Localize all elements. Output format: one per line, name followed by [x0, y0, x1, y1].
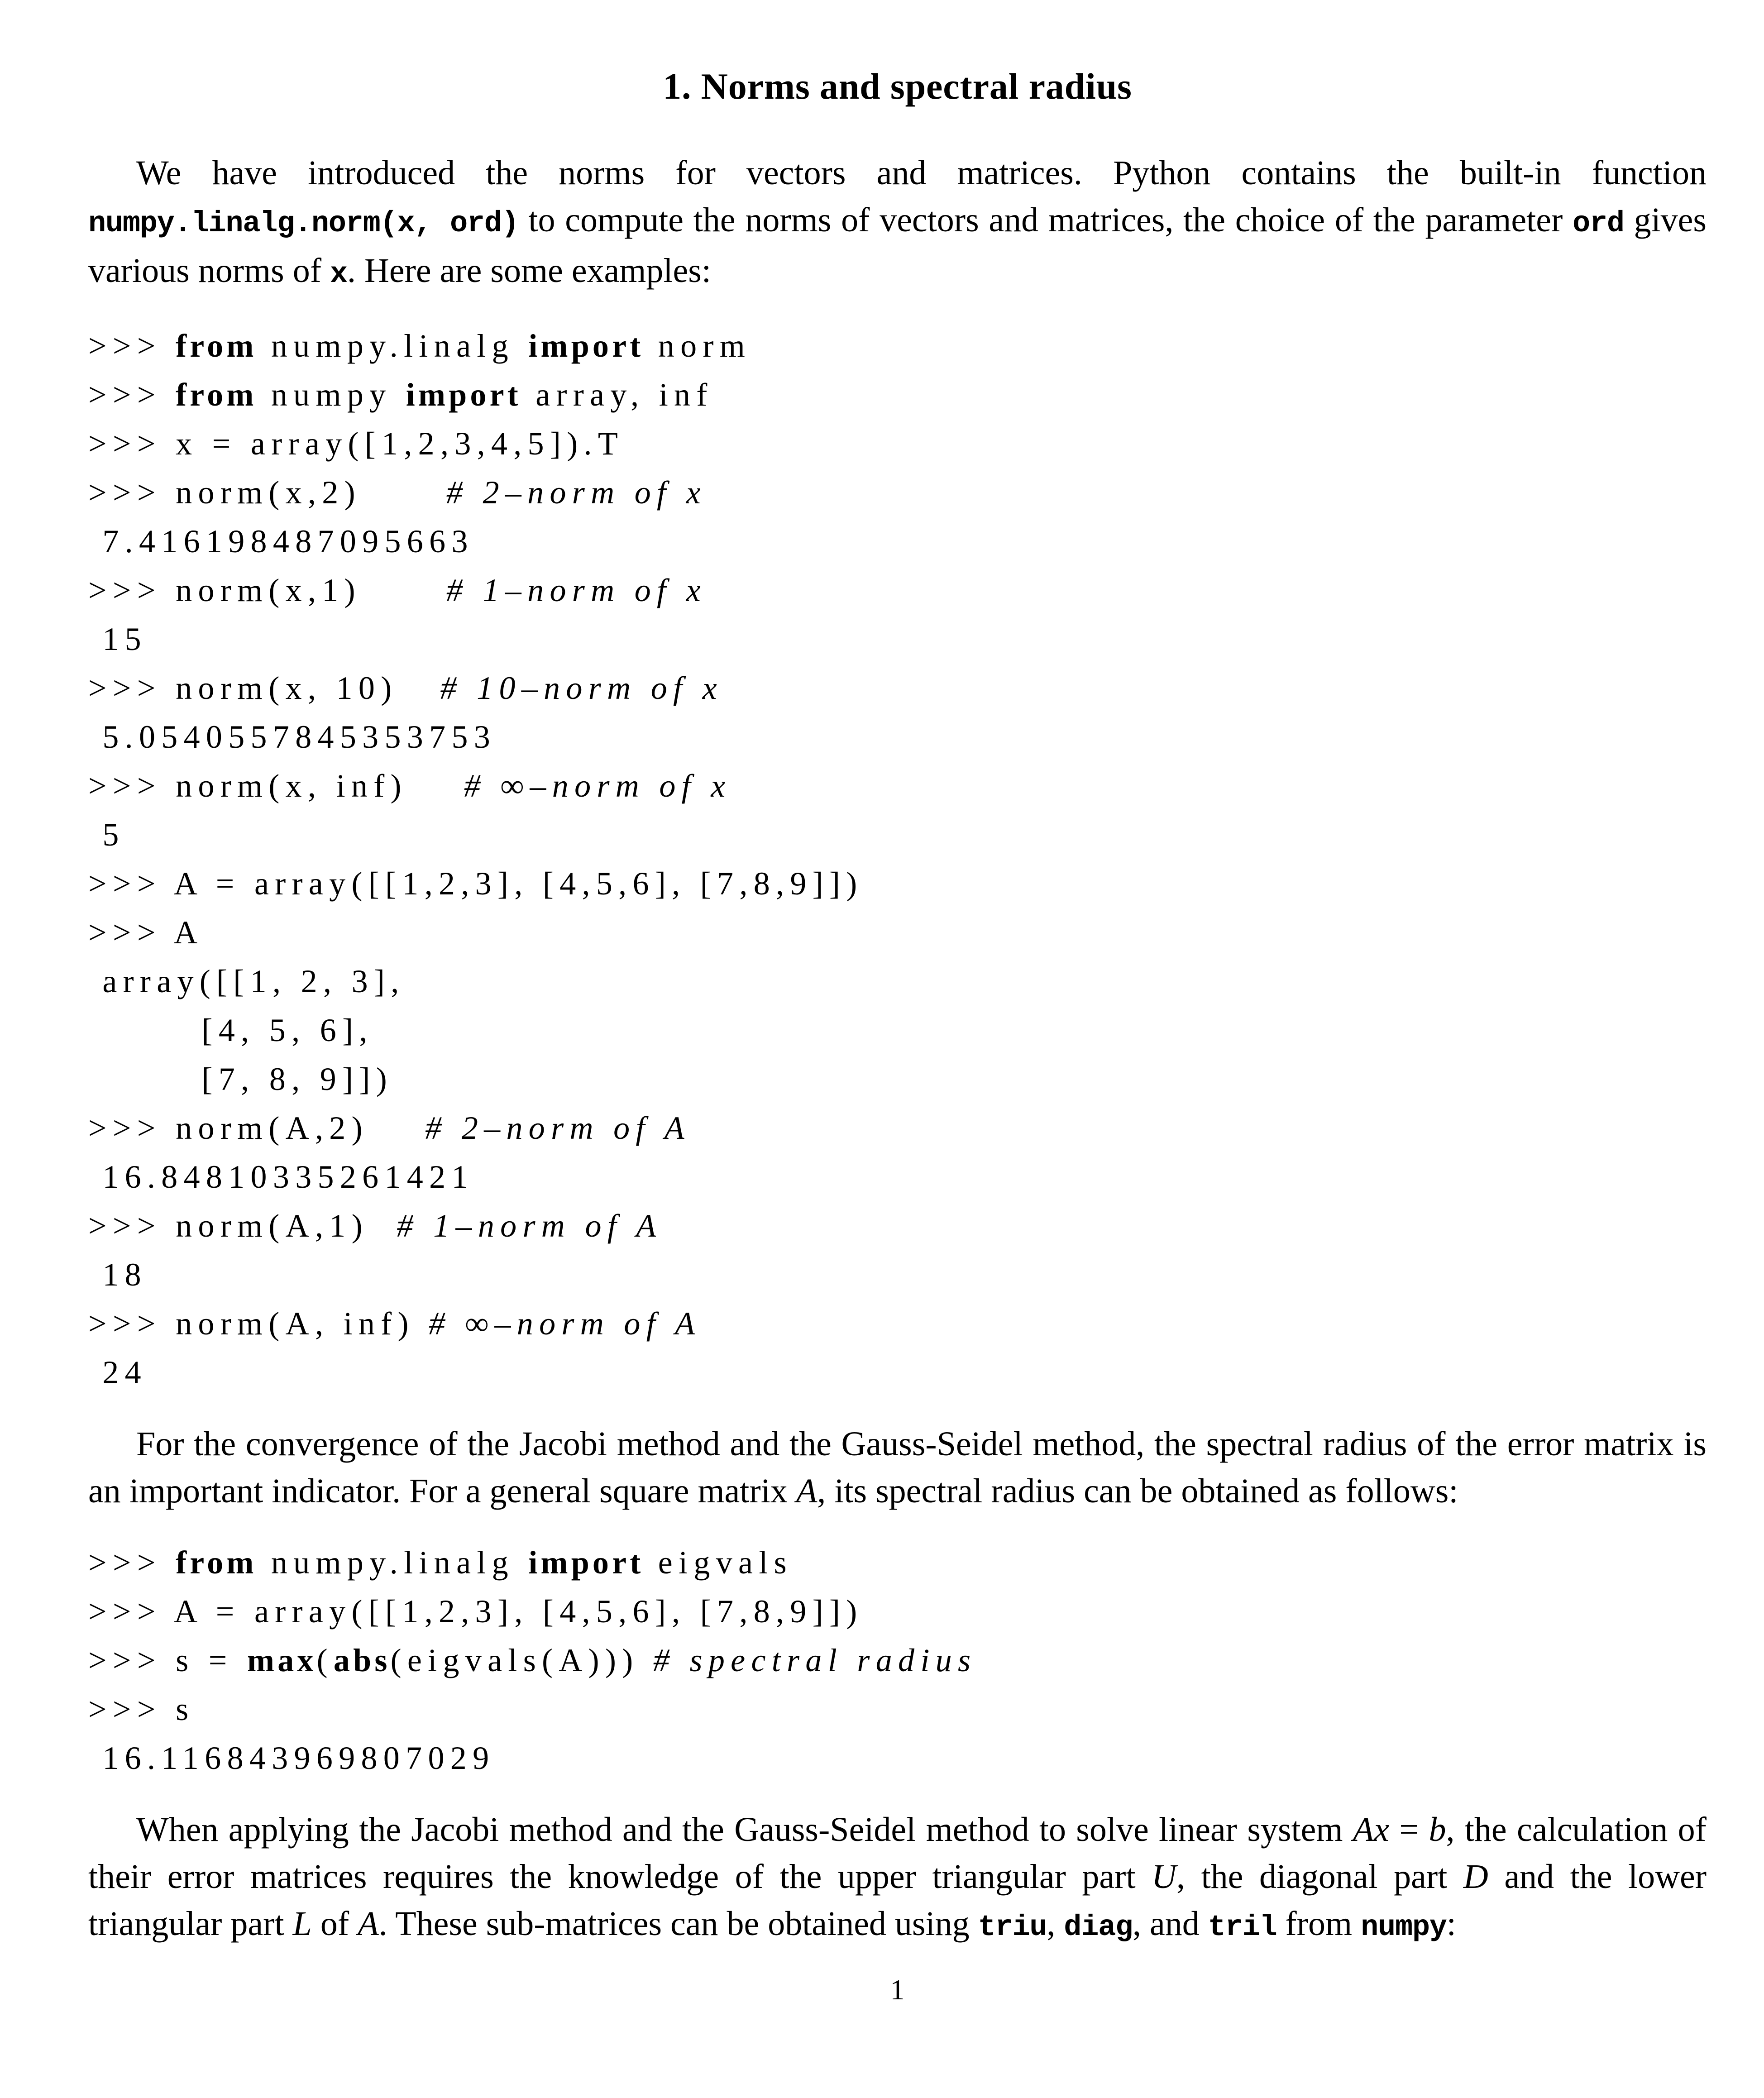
code-text: >>> norm(x,1)	[88, 572, 446, 608]
code-line	[88, 370, 1707, 419]
code-line	[88, 761, 1707, 810]
code-line	[88, 712, 1707, 761]
page-number: 1	[890, 1974, 905, 2006]
code-text: >>> norm(x, inf)	[88, 768, 464, 804]
text-segment: x	[330, 258, 347, 291]
code-line	[88, 517, 1707, 566]
text-segment: gives various norms of	[88, 201, 1707, 290]
code-line	[88, 419, 1707, 468]
code-text: numpy	[257, 377, 406, 413]
text-segment: and the lower triangular part	[88, 1858, 1707, 1943]
code-line	[88, 810, 1707, 859]
section-title: 1. Norms and spectral radius	[663, 66, 1132, 107]
code-text: array, inf	[521, 377, 713, 413]
code-text: >>> norm(A,1)	[88, 1208, 397, 1244]
code-text: 15	[88, 621, 147, 657]
code-comment: # 10–norm of x	[440, 670, 723, 706]
code-line	[88, 1587, 1707, 1636]
code-block-norm-examples	[88, 321, 1707, 1397]
text-segment: D	[1463, 1858, 1488, 1896]
text-segment: Ax	[1353, 1811, 1389, 1849]
code-text: 24	[88, 1354, 147, 1391]
text-segment: , its spectral radius can be obtained as follows:	[817, 1472, 1458, 1510]
text-segment: , the diagonal part	[1176, 1858, 1463, 1896]
text-segment: For the convergence of the Jacobi method and the Gauss-Seidel method, the spectral radius of the error matrix is an important indicator. For a general square matrix	[88, 1425, 1707, 1510]
code-line	[88, 1152, 1707, 1201]
text-segment: A	[358, 1905, 379, 1943]
text-segment: A	[796, 1472, 817, 1510]
code-keyword: max	[247, 1642, 317, 1678]
code-text: >>> norm(A,2)	[88, 1110, 425, 1146]
code-comment: # ∞–norm of A	[429, 1305, 701, 1342]
code-line	[88, 908, 1707, 957]
code-text: >>>	[88, 377, 176, 413]
text-segment: ord	[1573, 207, 1624, 240]
code-line	[88, 1348, 1707, 1397]
code-text: (eigvals(A)))	[390, 1642, 653, 1678]
text-segment: b	[1429, 1811, 1446, 1849]
code-line	[88, 1299, 1707, 1348]
code-text: 5	[88, 817, 125, 853]
code-text: numpy.linalg	[257, 328, 529, 364]
code-line	[88, 1734, 1707, 1783]
text-segment: of	[311, 1905, 358, 1943]
text-segment: ,	[1047, 1905, 1064, 1943]
text-segment: U	[1152, 1858, 1177, 1896]
code-line	[88, 859, 1707, 908]
text-segment: :	[1446, 1905, 1456, 1943]
paragraph-submatrices	[88, 1806, 1707, 1951]
code-text: 7.416198487095663	[88, 523, 474, 559]
code-text: array([[1, 2, 3],	[88, 963, 405, 999]
text-segment: , and	[1132, 1905, 1208, 1943]
code-text: >>> norm(x,2)	[88, 474, 446, 511]
text-segment: . These sub-matrices can be obtained using	[378, 1905, 978, 1943]
text-segment: tril	[1208, 1911, 1277, 1944]
code-line	[88, 1538, 1707, 1587]
code-line	[88, 615, 1707, 664]
code-keyword: import	[528, 1544, 644, 1581]
code-text: >>>	[88, 1544, 176, 1581]
code-text: norm	[644, 328, 751, 364]
code-keyword: import	[406, 377, 521, 413]
text-segment: diag	[1064, 1911, 1133, 1944]
code-comment: # 2–norm of A	[425, 1110, 691, 1146]
code-keyword: from	[176, 377, 257, 413]
code-text: >>> A = array([[1,2,3], [4,5,6], [7,8,9]])	[88, 1593, 863, 1630]
text-segment: , the calculation of their error matrices requires the knowledge of the upper triangular part	[88, 1811, 1707, 1896]
text-segment: =	[1389, 1811, 1429, 1849]
text-segment: L	[292, 1905, 312, 1943]
code-line	[88, 1006, 1707, 1055]
code-block-spectral-radius	[88, 1538, 1707, 1783]
code-comment: # spectral radius	[653, 1642, 977, 1678]
code-line	[88, 957, 1707, 1006]
code-comment: # 1–norm of x	[446, 572, 707, 608]
code-text: 5.0540557845353753	[88, 719, 497, 755]
code-comment: # 2–norm of x	[446, 474, 707, 511]
code-text: eigvals	[644, 1544, 793, 1581]
code-text: (	[316, 1642, 334, 1678]
code-line	[88, 664, 1707, 712]
code-text: 16.84810335261421	[88, 1159, 474, 1195]
code-line	[88, 1201, 1707, 1250]
code-text: >>> s =	[88, 1642, 248, 1678]
code-text: 18	[88, 1257, 147, 1293]
text-segment: . Here are some examples:	[347, 252, 711, 290]
code-line	[88, 1055, 1707, 1104]
code-keyword: import	[528, 328, 644, 364]
code-text: [4, 5, 6],	[88, 1012, 373, 1048]
code-text: >>>	[88, 328, 176, 364]
code-line	[88, 1250, 1707, 1299]
code-text: >>> norm(A, inf)	[88, 1305, 429, 1342]
text-segment: We have introduced the norms for vectors and matrices. Python contains the built-in function	[136, 154, 1707, 192]
code-text: >>> norm(x, 10)	[88, 670, 440, 706]
code-line	[88, 566, 1707, 615]
text-segment: When applying the Jacobi method and the Gauss-Seidel method to solve linear system	[136, 1811, 1353, 1849]
text-segment: numpy.linalg.norm(x, ord)	[88, 207, 519, 240]
code-line	[88, 1104, 1707, 1152]
code-keyword: from	[176, 1544, 257, 1581]
code-text: >>> A	[88, 914, 204, 951]
code-line	[88, 1636, 1707, 1685]
code-comment: # ∞–norm of x	[464, 768, 731, 804]
code-text: [7, 8, 9]])	[88, 1061, 393, 1097]
code-line	[88, 321, 1707, 370]
text-segment: triu	[978, 1911, 1047, 1944]
paragraph-intro-norms	[88, 149, 1707, 298]
paragraph-spectral-radius	[88, 1420, 1707, 1515]
text-segment: numpy	[1361, 1911, 1447, 1944]
code-text: >>> A = array([[1,2,3], [4,5,6], [7,8,9]])	[88, 865, 863, 902]
text-segment: to compute the norms of vectors and matrices, the choice of the parameter	[518, 201, 1573, 239]
code-comment: # 1–norm of A	[397, 1208, 662, 1244]
code-line	[88, 1685, 1707, 1734]
code-keyword: abs	[333, 1642, 391, 1678]
code-text: >>> x = array([1,2,3,4,5]).T	[88, 425, 624, 462]
code-text: numpy.linalg	[257, 1544, 529, 1581]
code-line	[88, 468, 1707, 517]
code-text: >>> s	[88, 1691, 195, 1727]
code-text: 16.116843969807029	[88, 1740, 495, 1776]
code-keyword: from	[176, 328, 257, 364]
text-segment: from	[1276, 1905, 1361, 1943]
